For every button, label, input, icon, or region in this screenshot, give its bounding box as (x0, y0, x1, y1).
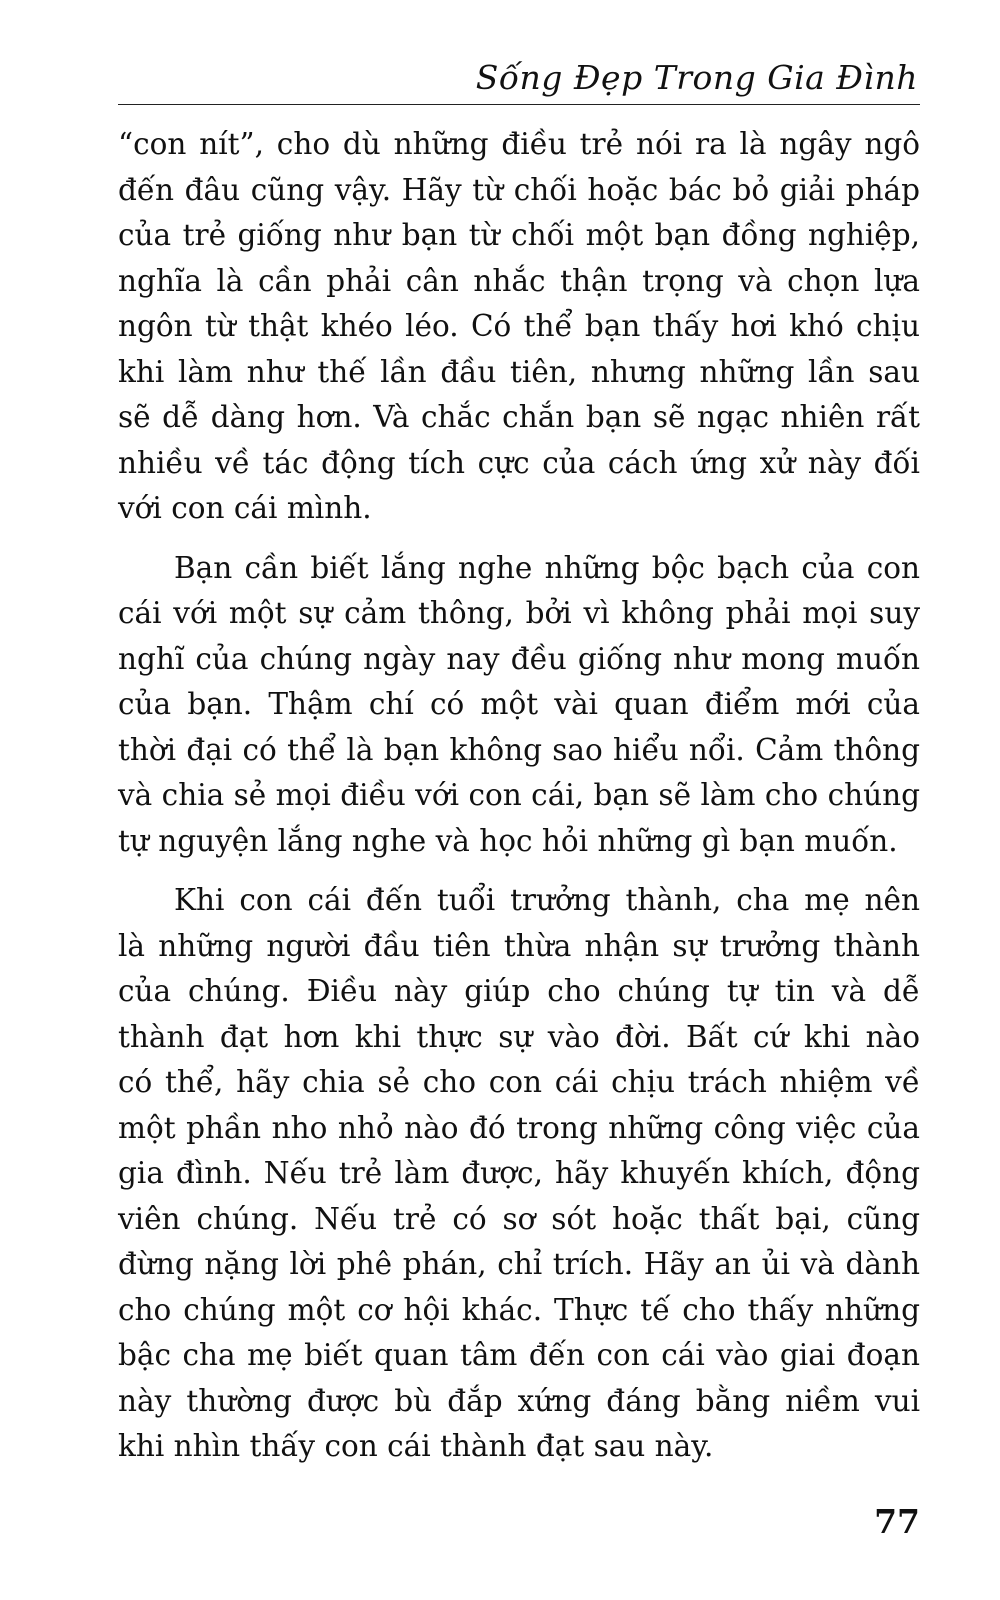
text-line: có thể, hãy chia sẻ cho con cái chịu trách nhiệm về (118, 1065, 920, 1099)
text-line: khi nhìn thấy con cái thành đạt sau này. (118, 1429, 714, 1463)
text-line: này thường được bù đắp xứng đáng bằng niềm vui (118, 1383, 920, 1418)
text-line: thành đạt hơn khi thực sự vào đời. Bất cứ khi nào (118, 1019, 920, 1054)
page-number: 77 (874, 1502, 920, 1541)
running-header (118, 52, 920, 105)
text-line: đừng nặng lời phê phán, chỉ trích. Hãy an ủi và dành (118, 1247, 920, 1281)
text-line: sẽ dễ dàng hơn. Và chắc chắn bạn sẽ ngạc nhiên rất (118, 400, 920, 434)
text-line: của bạn. Thậm chí có một vài quan điểm mới của (118, 687, 920, 721)
text-line: cho chúng một cơ hội khác. Thực tế cho thấy những (118, 1292, 920, 1327)
running-title: Sống Đẹp Trong Gia Đình (475, 58, 918, 97)
body-text (118, 122, 920, 1470)
text-line: Khi con cái đến tuổi trưởng thành, cha mẹ nên (174, 883, 920, 917)
text-line: cái với một sự cảm thông, bởi vì không phải mọi suy (118, 596, 920, 630)
paragraph-spacer (118, 532, 920, 546)
text-line: gia đình. Nếu trẻ làm được, hãy khuyến khích, động (118, 1156, 920, 1190)
text-line: ngôn từ thật khéo léo. Có thể bạn thấy hơi khó chịu (118, 309, 920, 343)
text-line: “con nít”, cho dù những điều trẻ nói ra là ngây ngô (118, 127, 920, 161)
text-line: nghĩ của chúng ngày nay đều giống như mong muốn (118, 641, 920, 676)
text-line: Bạn cần biết lắng nghe những bộc bạch của con (174, 550, 920, 585)
text-line: thời đại có thể là bạn không sao hiểu nổi. Cảm thông (118, 732, 920, 767)
text-line: là những người đầu tiên thừa nhận sự trưởng thành (118, 928, 920, 963)
text-line: của trẻ giống như bạn từ chối một bạn đồng nghiệp, (118, 218, 920, 252)
text-line: khi làm như thế lần đầu tiên, nhưng những lần sau (118, 354, 920, 389)
paragraph-2 (118, 546, 920, 865)
text-line: của chúng. Điều này giúp cho chúng tự tin và dễ (118, 974, 920, 1008)
text-line: tự nguyện lắng nghe và học hỏi những gì bạn muốn. (118, 823, 898, 858)
text-line: nhiều về tác động tích cực của cách ứng xử này đối (118, 445, 920, 480)
text-line: đến đâu cũng vậy. Hãy từ chối hoặc bác bỏ giải pháp (118, 172, 920, 207)
text-line: bậc cha mẹ biết quan tâm đến con cái vào giai đoạn (118, 1338, 920, 1372)
text-line: viên chúng. Nếu trẻ có sơ sót hoặc thất bại, cũng (118, 1201, 920, 1236)
text-line: nghĩa là cần phải cân nhắc thận trọng và chọn lựa (118, 263, 920, 298)
text-line: một phần nho nhỏ nào đó trong những công việc của (118, 1110, 920, 1145)
paragraph-1 (118, 122, 920, 532)
text-line: và chia sẻ mọi điều với con cái, bạn sẽ làm cho chúng (118, 778, 920, 812)
text-line: với con cái mình. (118, 491, 372, 525)
paragraph-spacer (118, 864, 920, 878)
paragraph-3 (118, 878, 920, 1470)
